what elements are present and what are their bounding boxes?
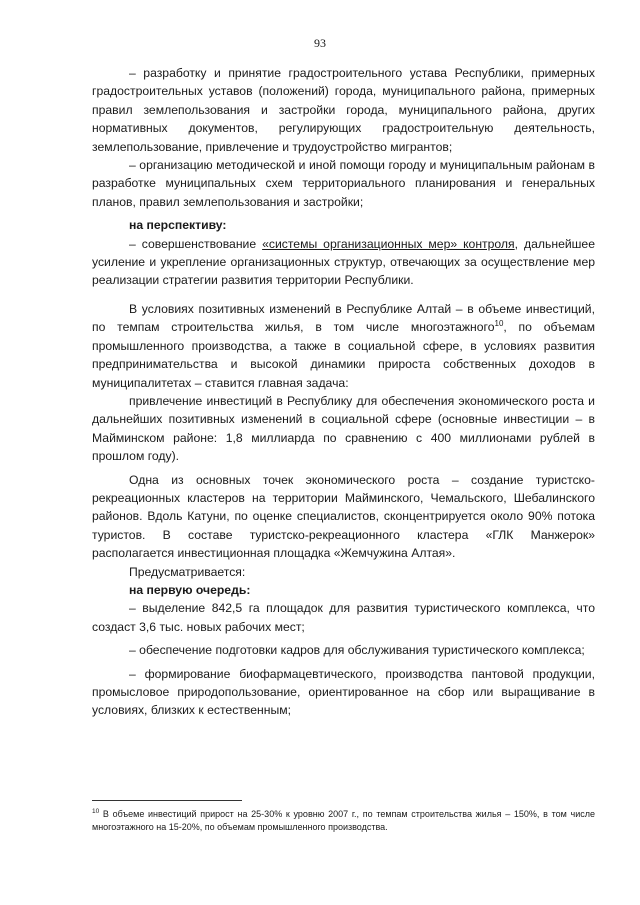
underlined-phrase: «системы организационных мер» контроля: [262, 236, 515, 251]
paragraph-investments: привлечение инвестиций в Республику для обеспечения экономического роста и дальнейших позитивных изменений в социальной сфере (основные инвестиции – в Майминском районе: 1,8 миллиарда по сравнению с 400 миллионами рублей в прошлом году).: [92, 393, 595, 464]
footnote-divider: [92, 800, 242, 801]
footnote-ref: 10: [494, 319, 504, 329]
paragraph-improvement: [92, 235, 595, 290]
footnote-text: В объеме инвестиций прирост на 25-30% к уровню 2007 г., по темпам строительства жилья – 150%, в том числе многоэтажного на 15-20%, по объемам промышленного производства.: [92, 809, 595, 832]
list-item-staff-training: – обеспечение подготовки кадров для обслуживания туристического комплекса;: [129, 643, 585, 658]
page-number: 93: [314, 36, 326, 50]
paragraph-positive-changes-end: , по объемам промышленного производства, а также в социальной сфере, в условиях развития предпринимательства и высокой динамики прироста собственных доходов в муниципалитетах – ставится главная задача:: [92, 320, 595, 390]
footnote: [92, 808, 595, 834]
paragraph-growth-points: Одна из основных точек экономического роста – создание туристско-рекреационных кластеров на территории Майминского, Чемальского, Шебалинского районов. Вдоль Катуни, по оценке специалистов, сконцентрируется около 90% потока туристов. В составе туристско-рекреационного кластера «ГЛК Манжерок» располагается инвестиционная площадка «Жемчужина Алтая».: [92, 472, 595, 561]
footnote-marker: 10: [92, 808, 100, 815]
paragraph-positive-changes-start: В условиях позитивных изменений в Республике Алтай – в объеме инвестиций, по темпам строительства жилья, в том числе многоэтажного: [92, 301, 595, 335]
paragraph-improvement-end: , дальнейшее усиление и укрепление организационных структур, отвечающих за осуществление мер реализации стратегии развития территории Республики.: [92, 236, 595, 288]
paragraph-planned: Предусматривается:: [129, 564, 246, 579]
paragraph-improvement-start: – совершенствование: [129, 236, 263, 251]
paragraph-positive-changes: [92, 300, 595, 392]
list-item-land-allocation: – выделение 842,5 га площадок для развития туристического комплекса, что создаст 3,6 тыс. новых рабочих мест;: [92, 601, 595, 634]
subheading-first-stage: на первую очередь:: [129, 582, 251, 597]
paragraph-urban-charter: – разработку и принятие градостроительного устава Республики, примерных градостроительных уставов (положений) города, муниципального района, примерных правил землепользования и застройки города, муниципального района, других нормативных документов, регулирующих градостроительную деятельность, землепользование, привлечение и трудоустройство мигрантов;: [92, 66, 595, 154]
paragraph-methodical-help: – организацию методической и иной помощи городу и муниципальным районам в разработке муниципальных схем территориального планирования и генеральных планов, правил землепользования и застройки;: [92, 158, 595, 209]
subheading-future: на перспективу:: [129, 218, 227, 233]
body-text: [92, 64, 595, 720]
list-item-biopharma: – формирование биофармацевтического, производства пантовой продукции, промысловое природопользование, ориентированное на сбор или выращивание в условиях, близких к естественным;: [92, 666, 595, 718]
